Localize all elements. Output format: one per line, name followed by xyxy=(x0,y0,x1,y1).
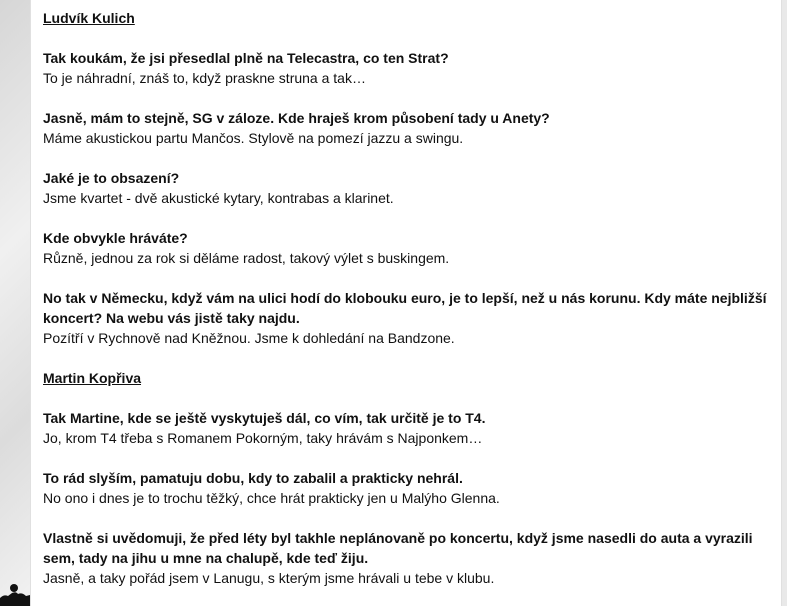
question: To rád slyším, pamatuju dobu, kdy to zabalil a prakticky nehrál. xyxy=(43,470,463,486)
qa-item xyxy=(43,408,769,448)
answer: Různě, jednou za rok si děláme radost, takový výlet s buskingem. xyxy=(43,250,450,266)
qa-item xyxy=(43,468,769,508)
qa-item xyxy=(43,528,769,588)
question: Vlastně si uvědomuji, že před léty byl takhle neplánovaně po koncertu, když jsme nasedli do auta a vyrazili sem, tady na jihu u mne na chalupě, kde teď žiju. xyxy=(43,530,753,566)
answer: Jo, krom T4 třeba s Romanem Pokorným, taky hrávám s Najponkem… xyxy=(43,430,483,446)
speaker-name: Ludvík Kulich xyxy=(43,10,135,26)
qa-item xyxy=(43,168,769,208)
speaker-name: Martin Kopřiva xyxy=(43,370,142,386)
question: Kde obvykle hráváte? xyxy=(43,230,188,246)
qa-item xyxy=(43,288,769,348)
answer: Jasně, a taky pořád jsem v Lanugu, s kterým jsme hrávali u tebe v klubu. xyxy=(43,570,495,586)
qa-item xyxy=(43,48,769,88)
answer: Máme akustickou partu Mančos. Stylově na pomezí jazzu a swingu. xyxy=(43,130,464,146)
answer: To je náhradní, znáš to, když praskne struna a tak… xyxy=(43,70,366,86)
guitarist-silhouette-icon xyxy=(0,576,30,606)
article-body xyxy=(30,0,782,606)
question: Tak Martine, kde se ještě vyskytuješ dál, co vím, tak určitě je to T4. xyxy=(43,410,486,426)
answer: No ono i dnes je to trochu těžký, chce hrát prakticky jen u Malýho Glenna. xyxy=(43,490,500,506)
answer: Pozítří v Rychnově nad Kněžnou. Jsme k dohledání na Bandzone. xyxy=(43,330,455,346)
question: Tak koukám, že jsi přesedlal plně na Telecastra, co ten Strat? xyxy=(43,50,449,66)
qa-item xyxy=(43,228,769,268)
answer: Jsme kvartet - dvě akustické kytary, kontrabas a klarinet. xyxy=(43,190,394,206)
qa-item xyxy=(43,108,769,148)
question: Jasně, mám to stejně, SG v záloze. Kde hraješ krom působení tady u Anety? xyxy=(43,110,550,126)
page-background xyxy=(0,0,30,606)
question: Jaké je to obsazení? xyxy=(43,170,180,186)
question: No tak v Německu, když vám na ulici hodí do klobouku euro, je to lepší, než u nás korunu. Kdy máte nejbližší koncert? Na webu vás jistě taky najdu. xyxy=(43,290,767,326)
